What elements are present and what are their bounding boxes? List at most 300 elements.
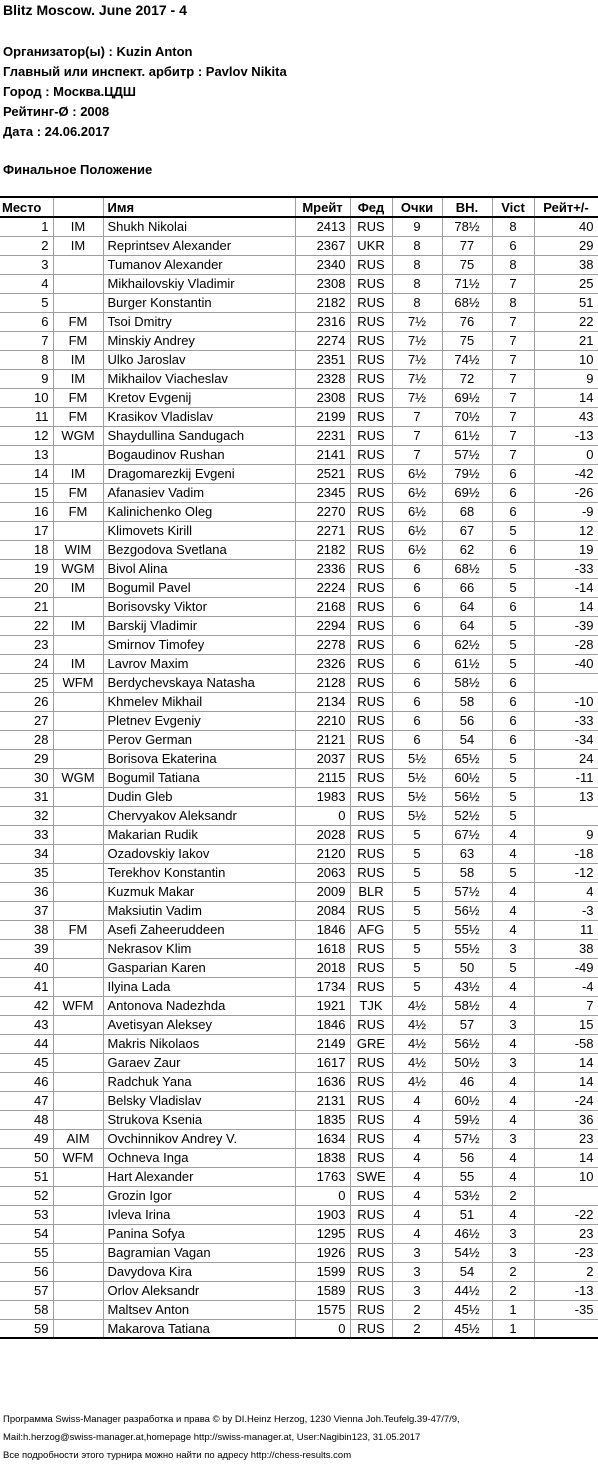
- cell-rating-change: 11: [534, 920, 598, 939]
- cell-points: 6½: [392, 521, 442, 540]
- cell-rank: 40: [0, 958, 53, 977]
- cell-title: [53, 749, 103, 768]
- cell-rating: 1763: [295, 1167, 350, 1186]
- cell-rating-change: 9: [534, 369, 598, 388]
- cell-rating: 2521: [295, 464, 350, 483]
- cell-rank: 48: [0, 1110, 53, 1129]
- cell-rating-change: 29: [534, 236, 598, 255]
- cell-federation: RUS: [350, 806, 392, 825]
- cell-player-name: Ulko Jaroslav: [103, 350, 295, 369]
- cell-player-name: Barskij Vladimir: [103, 616, 295, 635]
- cell-title: IM: [53, 217, 103, 236]
- cell-rank: 49: [0, 1129, 53, 1148]
- cell-victories: 8: [492, 217, 534, 236]
- table-row: [0, 1186, 598, 1205]
- cell-rating-change: 9: [534, 825, 598, 844]
- cell-victories: 7: [492, 445, 534, 464]
- table-row: [0, 768, 598, 787]
- cell-points: 4: [392, 1186, 442, 1205]
- cell-rating: 2340: [295, 255, 350, 274]
- table-row: [0, 958, 598, 977]
- table-row: [0, 901, 598, 920]
- cell-rank: 8: [0, 350, 53, 369]
- cell-victories: 4: [492, 901, 534, 920]
- meta-arbiter: Главный или инспект. арбитр : Pavlov Nikita: [3, 64, 287, 79]
- cell-rank: 46: [0, 1072, 53, 1091]
- cell-victories: 2: [492, 1262, 534, 1281]
- cell-player-name: Perov German: [103, 730, 295, 749]
- cell-rating-change: 2: [534, 1262, 598, 1281]
- cell-rank: 28: [0, 730, 53, 749]
- cell-points: 5: [392, 882, 442, 901]
- cell-rating-change: -40: [534, 654, 598, 673]
- cell-player-name: Terekhov Konstantin: [103, 863, 295, 882]
- cell-rating: 2168: [295, 597, 350, 616]
- cell-buchholz: 64: [442, 616, 492, 635]
- cell-points: 6: [392, 730, 442, 749]
- cell-rating: 2037: [295, 749, 350, 768]
- cell-rank: 9: [0, 369, 53, 388]
- cell-player-name: Orlov Aleksandr: [103, 1281, 295, 1300]
- table-row: [0, 730, 598, 749]
- cell-rating-change: 15: [534, 1015, 598, 1034]
- cell-title: [53, 445, 103, 464]
- cell-rating: 2224: [295, 578, 350, 597]
- cell-points: 5: [392, 901, 442, 920]
- cell-rank: 34: [0, 844, 53, 863]
- cell-title: AIM: [53, 1129, 103, 1148]
- cell-victories: 3: [492, 1129, 534, 1148]
- cell-title: FM: [53, 920, 103, 939]
- cell-rating-change: -58: [534, 1034, 598, 1053]
- cell-victories: 4: [492, 977, 534, 996]
- table-row: [0, 274, 598, 293]
- cell-player-name: Garaev Zaur: [103, 1053, 295, 1072]
- cell-federation: RUS: [350, 274, 392, 293]
- cell-points: 4½: [392, 1015, 442, 1034]
- footer-line-software: Программа Swiss-Manager разработка и права © by DI.Heinz Herzog, 1230 Vienna Joh.Teufelg.39-47/7/9,: [3, 1414, 460, 1425]
- cell-rank: 17: [0, 521, 53, 540]
- cell-victories: 7: [492, 312, 534, 331]
- cell-player-name: Shukh Nikolai: [103, 217, 295, 236]
- cell-federation: RUS: [350, 1053, 392, 1072]
- cell-federation: RUS: [350, 350, 392, 369]
- cell-federation: RUS: [350, 483, 392, 502]
- cell-points: 5: [392, 863, 442, 882]
- cell-points: 4: [392, 1205, 442, 1224]
- cell-points: 7½: [392, 312, 442, 331]
- cell-rating-change: -9: [534, 502, 598, 521]
- table-row: [0, 1167, 598, 1186]
- cell-rating-change: [534, 1319, 598, 1338]
- cell-points: 5: [392, 920, 442, 939]
- cell-federation: RUS: [350, 1262, 392, 1281]
- cell-title: [53, 255, 103, 274]
- cell-federation: RUS: [350, 1281, 392, 1300]
- cell-points: 3: [392, 1243, 442, 1262]
- cell-buchholz: 58: [442, 692, 492, 711]
- cell-victories: 4: [492, 1148, 534, 1167]
- cell-buchholz: 57½: [442, 445, 492, 464]
- cell-title: [53, 1319, 103, 1338]
- cell-victories: 1: [492, 1319, 534, 1338]
- cell-player-name: Antonova Nadezhda: [103, 996, 295, 1015]
- cell-federation: RUS: [350, 445, 392, 464]
- cell-rank: 36: [0, 882, 53, 901]
- cell-rank: 39: [0, 939, 53, 958]
- cell-federation: RUS: [350, 578, 392, 597]
- cell-points: 5½: [392, 787, 442, 806]
- cell-federation: SWE: [350, 1167, 392, 1186]
- cell-rating-change: 22: [534, 312, 598, 331]
- cell-rating-change: 40: [534, 217, 598, 236]
- table-row: [0, 1015, 598, 1034]
- cell-rating-change: -13: [534, 1281, 598, 1300]
- meta-city: Город : Москва.ЦДШ: [3, 84, 136, 99]
- cell-federation: RUS: [350, 1148, 392, 1167]
- cell-victories: 3: [492, 1243, 534, 1262]
- cell-rating: 2199: [295, 407, 350, 426]
- cell-player-name: Ozadovskiy Iakov: [103, 844, 295, 863]
- table-row: [0, 844, 598, 863]
- cell-rating-change: [534, 1186, 598, 1205]
- cell-title: WGM: [53, 426, 103, 445]
- cell-federation: RUS: [350, 673, 392, 692]
- table-row: [0, 1281, 598, 1300]
- cell-rating: 2308: [295, 274, 350, 293]
- cell-victories: 3: [492, 939, 534, 958]
- cell-buchholz: 56½: [442, 1034, 492, 1053]
- cell-federation: RUS: [350, 654, 392, 673]
- cell-rank: 42: [0, 996, 53, 1015]
- cell-buchholz: 67½: [442, 825, 492, 844]
- cell-title: [53, 1300, 103, 1319]
- cell-federation: RUS: [350, 1072, 392, 1091]
- cell-rating-change: -33: [534, 559, 598, 578]
- cell-rating-change: 23: [534, 1224, 598, 1243]
- col-header-federation: Фед: [350, 197, 392, 217]
- cell-rating-change: -11: [534, 768, 598, 787]
- cell-rating-change: -10: [534, 692, 598, 711]
- cell-federation: BLR: [350, 882, 392, 901]
- col-header-victories: Vict: [492, 197, 534, 217]
- cell-rating: 0: [295, 806, 350, 825]
- table-row: [0, 559, 598, 578]
- cell-buchholz: 61½: [442, 654, 492, 673]
- cell-rank: 38: [0, 920, 53, 939]
- cell-buchholz: 43½: [442, 977, 492, 996]
- cell-rating: 2210: [295, 711, 350, 730]
- cell-federation: RUS: [350, 901, 392, 920]
- cell-victories: 4: [492, 1205, 534, 1224]
- meta-organizer: Организатор(ы) : Kuzin Anton: [3, 44, 193, 59]
- cell-federation: RUS: [350, 1091, 392, 1110]
- cell-player-name: Ivleva Irina: [103, 1205, 295, 1224]
- cell-title: [53, 1034, 103, 1053]
- cell-rank: 16: [0, 502, 53, 521]
- table-row: [0, 1148, 598, 1167]
- cell-buchholz: 51: [442, 1205, 492, 1224]
- cell-points: 7: [392, 445, 442, 464]
- cell-points: 6: [392, 692, 442, 711]
- cell-points: 6: [392, 711, 442, 730]
- cell-federation: RUS: [350, 388, 392, 407]
- cell-rating: 2182: [295, 293, 350, 312]
- cell-federation: RUS: [350, 1129, 392, 1148]
- cell-points: 3: [392, 1281, 442, 1300]
- cell-rating-change: 38: [534, 255, 598, 274]
- cell-player-name: Gasparian Karen: [103, 958, 295, 977]
- cell-buchholz: 76: [442, 312, 492, 331]
- cell-buchholz: 62½: [442, 635, 492, 654]
- cell-rank: 30: [0, 768, 53, 787]
- cell-buchholz: 56: [442, 711, 492, 730]
- cell-rank: 45: [0, 1053, 53, 1072]
- cell-title: [53, 1091, 103, 1110]
- cell-rating: 2326: [295, 654, 350, 673]
- cell-buchholz: 46: [442, 1072, 492, 1091]
- cell-title: [53, 1281, 103, 1300]
- cell-title: [53, 1205, 103, 1224]
- cell-title: [53, 882, 103, 901]
- cell-points: 4½: [392, 1072, 442, 1091]
- cell-buchholz: 66: [442, 578, 492, 597]
- cell-federation: RUS: [350, 863, 392, 882]
- cell-rating-change: 14: [534, 388, 598, 407]
- table-row: [0, 692, 598, 711]
- cell-rank: 24: [0, 654, 53, 673]
- cell-buchholz: 60½: [442, 1091, 492, 1110]
- cell-title: [53, 1110, 103, 1129]
- table-row: [0, 996, 598, 1015]
- cell-title: [53, 1015, 103, 1034]
- cell-title: [53, 958, 103, 977]
- cell-rating-change: 38: [534, 939, 598, 958]
- cell-rating-change: -13: [534, 426, 598, 445]
- cell-rank: 47: [0, 1091, 53, 1110]
- cell-federation: RUS: [350, 597, 392, 616]
- table-row: [0, 1224, 598, 1243]
- cell-victories: 8: [492, 255, 534, 274]
- table-row: [0, 616, 598, 635]
- cell-rank: 25: [0, 673, 53, 692]
- cell-victories: 5: [492, 768, 534, 787]
- cell-buchholz: 78½: [442, 217, 492, 236]
- cell-victories: 7: [492, 331, 534, 350]
- cell-buchholz: 54: [442, 1262, 492, 1281]
- cell-victories: 4: [492, 1034, 534, 1053]
- cell-buchholz: 54½: [442, 1243, 492, 1262]
- cell-title: WFM: [53, 996, 103, 1015]
- cell-victories: 5: [492, 749, 534, 768]
- cell-victories: 3: [492, 1224, 534, 1243]
- cell-rating: 2274: [295, 331, 350, 350]
- cell-points: 7: [392, 407, 442, 426]
- table-row: [0, 1319, 598, 1338]
- final-standings-heading: Финальное Положение: [3, 162, 153, 177]
- cell-buchholz: 55½: [442, 939, 492, 958]
- cell-buchholz: 57: [442, 1015, 492, 1034]
- cell-rating: 1838: [295, 1148, 350, 1167]
- cell-rating: 1921: [295, 996, 350, 1015]
- cell-buchholz: 67: [442, 521, 492, 540]
- cell-player-name: Asefi Zaheeruddeen: [103, 920, 295, 939]
- cell-victories: 4: [492, 1110, 534, 1129]
- cell-rank: 53: [0, 1205, 53, 1224]
- cell-player-name: Berdychevskaya Natasha: [103, 673, 295, 692]
- cell-rank: 51: [0, 1167, 53, 1186]
- cell-rating-change: -23: [534, 1243, 598, 1262]
- cell-rating-change: -18: [534, 844, 598, 863]
- cell-rank: 2: [0, 236, 53, 255]
- cell-rating-change: 14: [534, 1053, 598, 1072]
- cell-federation: TJK: [350, 996, 392, 1015]
- table-row: [0, 426, 598, 445]
- cell-player-name: Chervyakov Aleksandr: [103, 806, 295, 825]
- cell-points: 7½: [392, 331, 442, 350]
- cell-federation: RUS: [350, 217, 392, 236]
- cell-buchholz: 68: [442, 502, 492, 521]
- cell-player-name: Mikhailov Viacheslav: [103, 369, 295, 388]
- cell-player-name: Panina Sofya: [103, 1224, 295, 1243]
- cell-rank: 19: [0, 559, 53, 578]
- cell-points: 6: [392, 635, 442, 654]
- cell-rating: 2121: [295, 730, 350, 749]
- cell-victories: 4: [492, 844, 534, 863]
- cell-rank: 1: [0, 217, 53, 236]
- cell-player-name: Belsky Vladislav: [103, 1091, 295, 1110]
- cell-rank: 4: [0, 274, 53, 293]
- cell-rating-change: 12: [534, 521, 598, 540]
- cell-rating: 2120: [295, 844, 350, 863]
- cell-rating-change: -26: [534, 483, 598, 502]
- cell-rating-change: -42: [534, 464, 598, 483]
- cell-player-name: Borisova Ekaterina: [103, 749, 295, 768]
- cell-buchholz: 65½: [442, 749, 492, 768]
- cell-points: 7½: [392, 350, 442, 369]
- cell-rating-change: 10: [534, 1167, 598, 1186]
- cell-victories: 5: [492, 616, 534, 635]
- cell-victories: 4: [492, 825, 534, 844]
- cell-rating: 2134: [295, 692, 350, 711]
- cell-player-name: Kalinichenko Oleg: [103, 502, 295, 521]
- cell-victories: 6: [492, 692, 534, 711]
- cell-title: [53, 1243, 103, 1262]
- cell-buchholz: 69½: [442, 483, 492, 502]
- cell-buchholz: 46½: [442, 1224, 492, 1243]
- cell-rank: 57: [0, 1281, 53, 1300]
- cell-rating-change: 10: [534, 350, 598, 369]
- cell-points: 9: [392, 217, 442, 236]
- cell-rating: 1636: [295, 1072, 350, 1091]
- cell-title: IM: [53, 369, 103, 388]
- table-row: [0, 939, 598, 958]
- cell-buchholz: 44½: [442, 1281, 492, 1300]
- cell-points: 4: [392, 1110, 442, 1129]
- cell-federation: RUS: [350, 692, 392, 711]
- cell-player-name: Kretov Evgenij: [103, 388, 295, 407]
- cell-title: IM: [53, 464, 103, 483]
- cell-player-name: Krasikov Vladislav: [103, 407, 295, 426]
- table-row: [0, 597, 598, 616]
- cell-rating: 2115: [295, 768, 350, 787]
- cell-buchholz: 69½: [442, 388, 492, 407]
- table-row: [0, 1091, 598, 1110]
- cell-rating: 2141: [295, 445, 350, 464]
- cell-player-name: Strukova Ksenia: [103, 1110, 295, 1129]
- cell-player-name: Ochneva Inga: [103, 1148, 295, 1167]
- cell-buchholz: 63: [442, 844, 492, 863]
- cell-title: IM: [53, 350, 103, 369]
- cell-rating: 1983: [295, 787, 350, 806]
- col-header-points: Очки: [392, 197, 442, 217]
- meta-rating-avg: Рейтинг-Ø : 2008: [3, 104, 110, 119]
- cell-federation: RUS: [350, 521, 392, 540]
- cell-rank: 31: [0, 787, 53, 806]
- cell-rating: 2367: [295, 236, 350, 255]
- cell-points: 4: [392, 1129, 442, 1148]
- cell-victories: 6: [492, 597, 534, 616]
- cell-points: 5½: [392, 749, 442, 768]
- cell-title: WGM: [53, 768, 103, 787]
- cell-rating: 2084: [295, 901, 350, 920]
- cell-rating: 1634: [295, 1129, 350, 1148]
- cell-points: 6: [392, 578, 442, 597]
- cell-victories: 5: [492, 521, 534, 540]
- cell-victories: 7: [492, 407, 534, 426]
- cell-rating: 2351: [295, 350, 350, 369]
- cell-title: [53, 692, 103, 711]
- cell-points: 8: [392, 293, 442, 312]
- cell-federation: RUS: [350, 464, 392, 483]
- table-header-row: [0, 197, 598, 217]
- table-row: [0, 1034, 598, 1053]
- cell-federation: RUS: [350, 293, 392, 312]
- cell-rating-change: 14: [534, 1148, 598, 1167]
- cell-points: 2: [392, 1319, 442, 1338]
- cell-victories: 6: [492, 483, 534, 502]
- cell-federation: RUS: [350, 1015, 392, 1034]
- cell-title: [53, 1262, 103, 1281]
- cell-buchholz: 68½: [442, 293, 492, 312]
- cell-points: 5: [392, 939, 442, 958]
- cell-victories: 4: [492, 882, 534, 901]
- cell-victories: 8: [492, 293, 534, 312]
- cell-rating-change: 4: [534, 882, 598, 901]
- table-row: [0, 1243, 598, 1262]
- cell-points: 7½: [392, 369, 442, 388]
- cell-points: 6: [392, 616, 442, 635]
- cell-title: IM: [53, 578, 103, 597]
- cell-federation: RUS: [350, 730, 392, 749]
- table-row: [0, 1300, 598, 1319]
- cell-player-name: Smirnov Timofey: [103, 635, 295, 654]
- table-row: [0, 1205, 598, 1224]
- cell-rating: 0: [295, 1186, 350, 1205]
- col-header-buchholz: ВН.: [442, 197, 492, 217]
- cell-rank: 26: [0, 692, 53, 711]
- cell-buchholz: 79½: [442, 464, 492, 483]
- cell-rating: 2278: [295, 635, 350, 654]
- cell-buchholz: 56½: [442, 787, 492, 806]
- cell-points: 7½: [392, 388, 442, 407]
- cell-player-name: Grozin Igor: [103, 1186, 295, 1205]
- cell-victories: 1: [492, 1300, 534, 1319]
- cell-rating: 2149: [295, 1034, 350, 1053]
- table-row: [0, 217, 598, 236]
- table-row: [0, 825, 598, 844]
- col-header-rating: Мрейт: [295, 197, 350, 217]
